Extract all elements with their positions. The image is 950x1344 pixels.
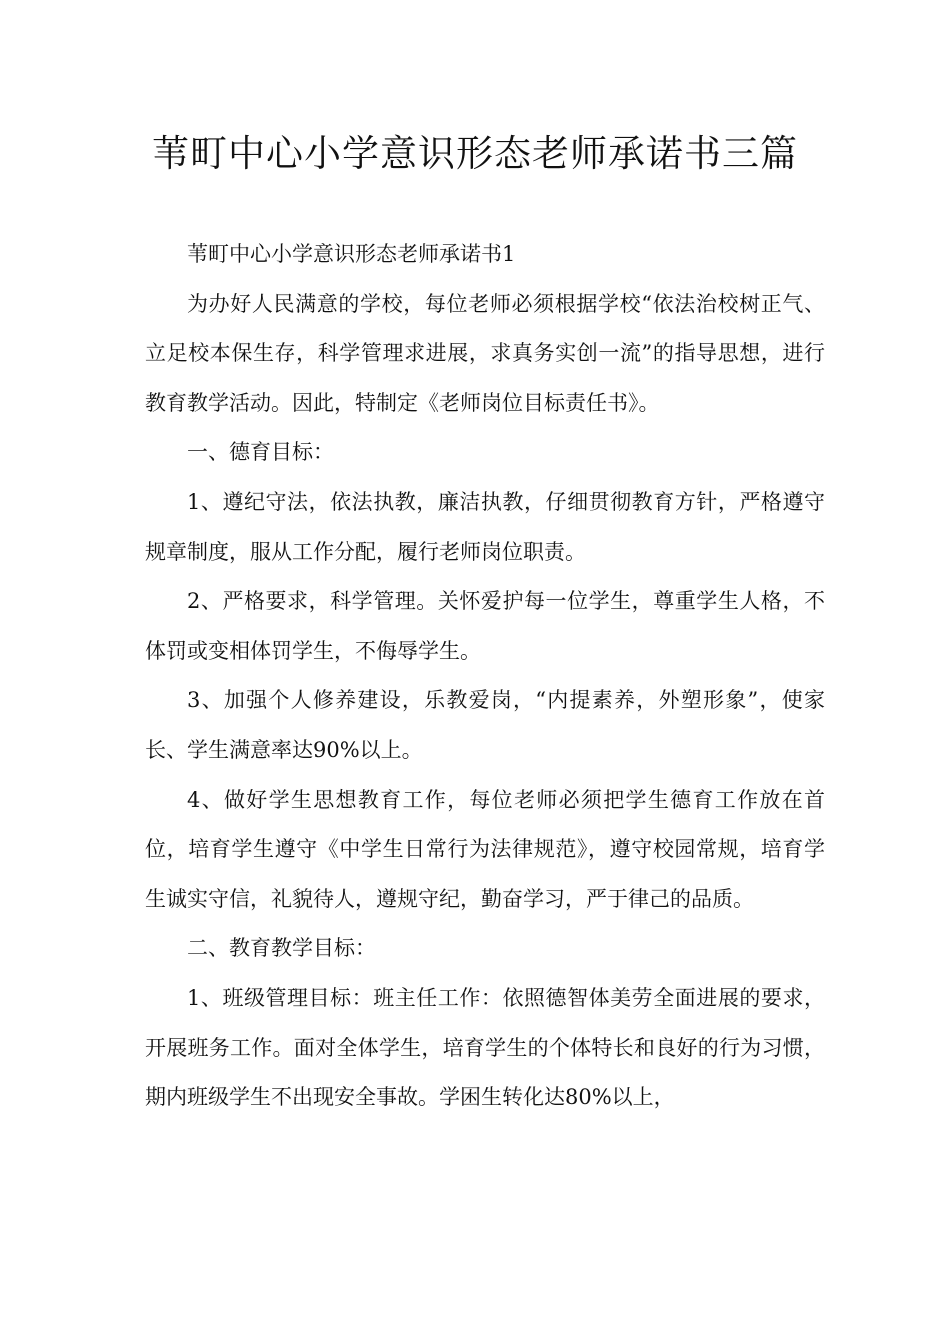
moral-item-3: 3、加强个人修养建设，乐教爱岗，“内提素养，外塑形象”，使家长、学生满意率达90%以上。: [145, 688, 825, 762]
teaching-item-1: 1、班级管理目标：班主任工作：依照德智体美劳全面进展的要求，开展班务工作。面对全体学生，培育学生的个体特长和良好的行为习惯，期内班级学生不出现安全事故。学困生转化达80%以上，: [145, 985, 825, 1110]
teaching-goals-heading: 二、教育教学目标：: [187, 936, 376, 961]
moral-item-2: 2、严格要求，科学管理。关怀爱护每一位学生，尊重学生人格，不体罚或变相体罚学生，不侮辱学生。: [145, 589, 825, 663]
moral-item-4: 4、做好学生思想教育工作，每位老师必须把学生德育工作放在首位，培育学生遵守《中学生日常行为法律规范》，遵守校园常规，培育学生诚实守信，礼貌待人，遵规守纪，勤奋学习，严于律己的品质。: [145, 787, 825, 911]
document-title: 苇町中心小学意识形态老师承诺书三篇: [152, 132, 798, 175]
moral-education-heading: 一、德育目标：: [187, 440, 334, 465]
moral-item-1: 1、遵纪守法，依法执教，廉洁执教，仔细贯彻教育方针，严格遵守规章制度，服从工作分配，履行老师岗位职责。: [145, 489, 825, 564]
section-heading-1: 苇町中心小学意识形态老师承诺书1: [187, 242, 516, 266]
document-body: [145, 230, 825, 1123]
intro-paragraph: 为办好人民满意的学校，每位老师必须根据学校“依法治校树正气、立足校本保生存，科学管理求进展，求真务实创一流”的指导思想，进行教育教学活动。因此，特制定《老师岗位目标责任书》。: [145, 291, 825, 415]
